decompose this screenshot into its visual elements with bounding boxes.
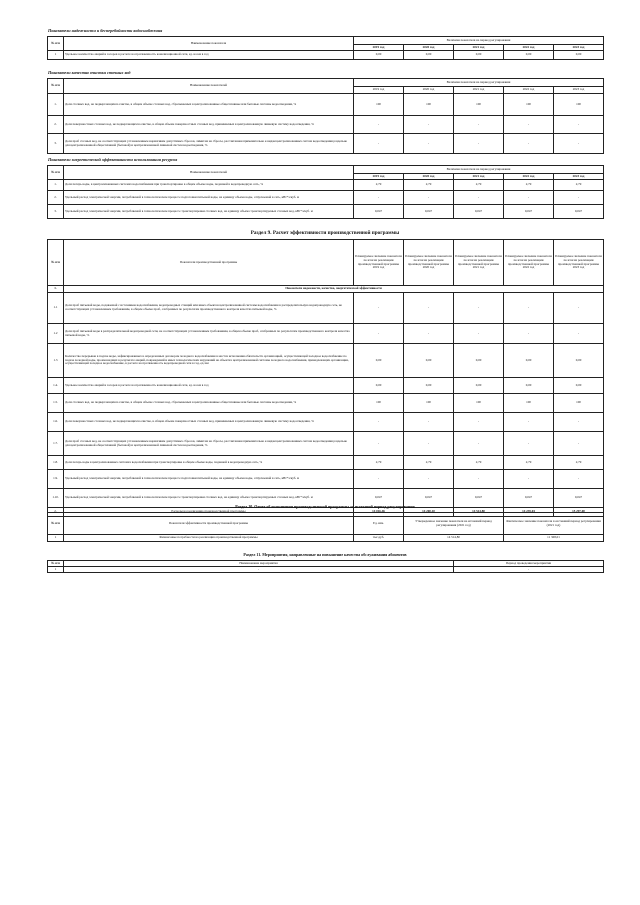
table-row: 3. Доля проб сточных вод, не соответствующих установленным нормативам допустимых сбросов, лимитам на сбросы, рассчитанная применительно к видам централизованных систем водоотведения раздельно для централизованной общесплавной (бытовой) и централизованной ливневой систем водоотведения, % - - - - -: [48, 134, 604, 154]
table-row: 1. Доля потерь воды, в централизованных системах водоснабжения при транспортировке в общем объеме воды, поданной в водопроводную сеть, % 2,79 2,79 2,79 2,79 2,79: [48, 179, 604, 190]
section-10-title: Раздел 10. Отчет об исполнении производственной программы за истекший период регулирования: [235, 504, 415, 509]
table-row: 1.2 Доля проб питьевой воды в распределительной водопроводной сети, не соответствующих установленным требованиям, в общем объеме проб, отобранных по результатам производственного контроля качества питьевой воды, % - - - - -: [48, 324, 604, 344]
t1-h-group: Величина показателя на период регулирования: [354, 37, 604, 45]
table-row: 1.7. Доля проб сточных вод, не соответствующих установленным нормативам допустимых сбросов, лимитам на сбросы, рассчитанная применительно к видам централизованных систем водоотведения раздельно для централизованной общесплавной (бытовой) и централизованной ливневой систем водоотведения, % - - - - -: [48, 432, 604, 456]
section-11-title: Раздел 11. Мероприятия, направленные на повышение качества обслуживания абонентов: [243, 552, 407, 557]
table-row: 1. Доля сточных вод, не подвергающихся очистке, в общем объеме сточных вод, сбрасываемых в централизованные общесплавные или бытовые системы водоотведения, % 100 100 100 100 100: [48, 94, 604, 116]
t3-table: № п/п Наименование показателей Величина показателя на период регулирования 2019 год 2020 год 2021 год 2022 год 2023 год 1. Доля потерь воды, в централизованных системах водоснабжения при транспортировке в общем объеме воды, поданной в водопроводную сеть, % 2,79 2,79 2,79 2,79 2,79 2. Удельный расход электрической энергии, потребляемой в технологическом процессе подготовки питьевой воды, на единицу объема воды, отпускаемой в сеть, кВт*ч/куб. м - - - - - 3. Удельный расход электрической энергии, потребляемой в технологическом процессе транспортировки сточных вод, на единицу объема транспортируемых сточных вод, кВт*ч/куб. м 0,047 0,047 0,047 0,047 0,047: [47, 165, 604, 219]
table-row: 3. Удельный расход электрической энергии, потребляемой в технологическом процессе транспортировки сточных вод, на единицу объема транспортируемых сточных вод, кВт*ч/куб. м 0,047 0,047 0,047 0,047 0,047: [48, 204, 604, 218]
s9-table: № п/п Показатели производственной программы Планируемое значение показателя по итогам реализации производственной программы 2019 год Планируемое значение показателя по итогам реализации производственной программы 2020 год Планируемое значение показателя по итогам реализации производственной программы 2021 год Планируемое значение показателя по итогам реализации производственной программы 2022 год Планируемое значение показателя по итогам реализации производственной программы 2023 год 1. Показатели надежности, качества, энергетической эффективности 1.1 Доля проб питьевой воды, подаваемой с источников водоснабжения, водопроводных станций или иных объектов централизованной системы водоснабжения в распределительную водопроводную сеть, не соответствующих установленным требованиям, в общем объеме проб, отобранных по результатам производственного контроля качества питьевой воды, % - - - - - 1.2 Доля проб питьевой воды в распределительной водопроводной сети, не соответствующих установленным требованиям, в общем объеме проб, отобранных по результатам производственного контроля качества питьевой воды, % - - - - - 1.3 Количество перерывов в подаче воды, зафиксированных в определенных договором холодного водоснабжения в местах исполнения обязательств организацией, осуществляющей холодное водоснабжение по подаче холодной воды, произошедших в результате аварий, повреждений и иных технологических нарушений на объектах централизованной системы холодного водоснабжения, принадлежащих организации, осуществляющей холодное водоснабжение, в расчете на протяженность водопроводной сети в год, ед./км 0,00 0,00 0,00 0,00 0,00 1.4. Удельное количество аварий и засоров в расчете на протяженность канализационной сети, ед. на км в год 0,00 0,00 0,00 0,00 0,00 1.5. Доля сточных вод, не подвергающихся очистке, в общем объеме сточных вод, сбрасываемых в централизованные общесплавные или бытовые системы водоотведения, % 100 100 100 100 100 1.6. Доля поверхностных сточных вод, не подвергающихся очистке, в общем объеме поверхностных сточных вод, принимаемых в централизованную ливневую систему водоотведения, % - - - - - 1.7. Доля проб сточных вод, не соответствующих установленным нормативам допустимых сбросов, лимитам на сбросы, рассчитанная применительно к видам централизованных систем водоотведения раздельно для централизованной общесплавной (бытовой) и централизованной ливневой систем водоотведения, % - - - - - 1.8. Доля потерь воды в централизованных системах водоснабжения при транспортировке в общем объеме воды, поданной в водопроводную сеть, % 2,79 2,79 2,79 2,79 2,79 1.9. Удельный расход электрической энергии, потребляемой в технологическом процессе подготовки питьевой воды, на единицу объема воды, отпускаемой в сеть, кВт*ч/куб. м - - - - - 1.10. Удельный расход электрической энергии, потребляемой в технологическом процессе транспортировки сточных вод, на единицу объема транспортируемых сточных вод, кВт*ч/куб. м 0,047 0,047 0,047 0,047 0,047 2. Расходы на реализацию производственной программы 14 016,46 14 200,10 14 514,80 14 239,04 15 297,00: [47, 239, 604, 517]
t1-year: 2020 год: [404, 45, 454, 51]
table-row: 1.10. Удельный расход электрической энергии, потребляемой в технологическом процессе транспортировки сточных вод, на единицу объема транспортируемых сточных вод, кВт*ч/куб. м 0,047 0,047 0,047 0,047 0,047: [48, 489, 604, 508]
table-row: 1.1 Доля проб питьевой воды, подаваемой с источников водоснабжения, водопроводных станций или иных объектов централизованной системы водоснабжения в распределительную водопроводную сеть, не соответствующих установленным требованиям, в общем объеме проб, отобранных по результатам производственного контроля качества питьевой воды, % - - - - -: [48, 293, 604, 324]
table-row: 1 - -: [48, 567, 604, 573]
table-row: 1.8. Доля потерь воды в централизованных системах водоснабжения при транспортировке в общем объеме воды, поданной в водопроводную сеть, % 2,79 2,79 2,79 2,79 2,79: [48, 456, 604, 470]
table-row: 1.6. Доля поверхностных сточных вод, не подвергающихся очистке, в общем объеме поверхностных сточных вод, принимаемых в централизованную ливневую систему водоотведения, % - - - - -: [48, 413, 604, 432]
t1-h-num: № п/п: [48, 37, 64, 51]
table-row: 1.4. Удельное количество аварий и засоров в расчете на протяженность канализационной сети, ед. на км в год 0,00 0,00 0,00 0,00 0,00: [48, 378, 604, 394]
table-row: 2. Доля поверхностных сточных вод, не подвергающихся очистке, в общем объеме поверхностных сточных вод, принимаемых в централизованную ливневую систему водоотведения, % - - - - -: [48, 116, 604, 134]
table-row: 1 Финансовые потребности на реализацию производственной программы тыс.руб. 14 514,80 11 368,01: [48, 535, 604, 542]
s10-table: № п/п Показатели эффективности производственной программы Ед. изм. Утвержденное значение показателя на истекший период регулирования (2021 год) Фактическое значение показателя за истекший период регулирования (2021 год) 1 Финансовые потребности на реализацию производственной программы тыс.руб. 14 514,80 11 368,01: [47, 512, 604, 542]
t2-h-name: Наименование показателей: [64, 79, 354, 94]
table-row: 1.5. Доля сточных вод, не подвергающихся очистке, в общем объеме сточных вод, сбрасываемых в централизованные общесплавные или бытовые системы водоотведения, % 100 100 100 100 100: [48, 394, 604, 413]
t2-title: Показатели качества очистки сточных вод: [48, 70, 131, 75]
t2-h-num: № п/п: [48, 79, 64, 94]
t1-h-name: Наименование показателя: [64, 37, 354, 51]
t2-table: № п/п Наименование показателей Величина показателя на период регулирования 2019 год 2020 год 2021 год 2022 год 2023 год 1. Доля сточных вод, не подвергающихся очистке, в общем объеме сточных вод, сбрасываемых в централизованные общесплавные или бытовые системы водоотведения, % 100 100 100 100 100 2. Доля поверхностных сточных вод, не подвергающихся очистке, в общем объеме поверхностных сточных вод, принимаемых в централизованную ливневую систему водоотведения, % - - - - - 3. Доля проб сточных вод, не соответствующих установленным нормативам допустимых сбросов, лимитам на сбросы, рассчитанная применительно к видам централизованных систем водоотведения раздельно для централизованной общесплавной (бытовой) и централизованной ливневой систем водоотведения, % - - - - -: [47, 78, 604, 154]
table-row: 1. Показатели надежности, качества, энергетической эффективности: [48, 286, 604, 293]
t1-year: 2023 год: [554, 45, 604, 51]
t2-h-group: Величина показателя на период регулирования: [354, 79, 604, 87]
table-row: 1 Удельное количество аварий и засоров в расчете на протяженность канализационной сети, ед. на км в год 0,00 0,00 0,00 0,00 0,00: [48, 50, 604, 59]
t1-table: [47, 36, 604, 60]
t3-title: Показатели энергетической эффективности использования ресурсов: [48, 157, 178, 162]
t1-title: Показатели надежности и бесперебойности водоснабжения: [48, 28, 163, 33]
table-row: 2. Расходы на реализацию производственной программы 14 016,46 14 200,10 14 514,80 14 239,04 15 297,00: [48, 508, 604, 517]
t1-year: 2022 год: [504, 45, 554, 51]
s11-table: № п/п Наименование мероприятия Период проведения мероприятия 1 - -: [47, 560, 604, 573]
table-row: 1.9. Удельный расход электрической энергии, потребляемой в технологическом процессе подготовки питьевой воды, на единицу объема воды, отпускаемой в сеть, кВт*ч/куб. м - - - - -: [48, 470, 604, 489]
table-row: 2. Удельный расход электрической энергии, потребляемой в технологическом процессе подготовки питьевой воды, на единицу объема воды, отпускаемой в сеть, кВт*ч/куб. м - - - - -: [48, 190, 604, 204]
t1-year: 2021 год: [454, 45, 504, 51]
section-9-title: Раздел 9. Расчет эффективности производственной программы: [250, 230, 400, 236]
table-row: 1.3 Количество перерывов в подаче воды, зафиксированных в определенных договором холодного водоснабжения в местах исполнения обязательств организацией, осуществляющей холодное водоснабжение по подаче холодной воды, произошедших в результате аварий, повреждений и иных технологических нарушений на объектах централизованной системы холодного водоснабжения, принадлежащих организации, осуществляющей холодное водоснабжение, в расчете на протяженность водопроводной сети в год, ед./км 0,00 0,00 0,00 0,00 0,00: [48, 344, 604, 378]
t1-year: 2019 год: [354, 45, 404, 51]
